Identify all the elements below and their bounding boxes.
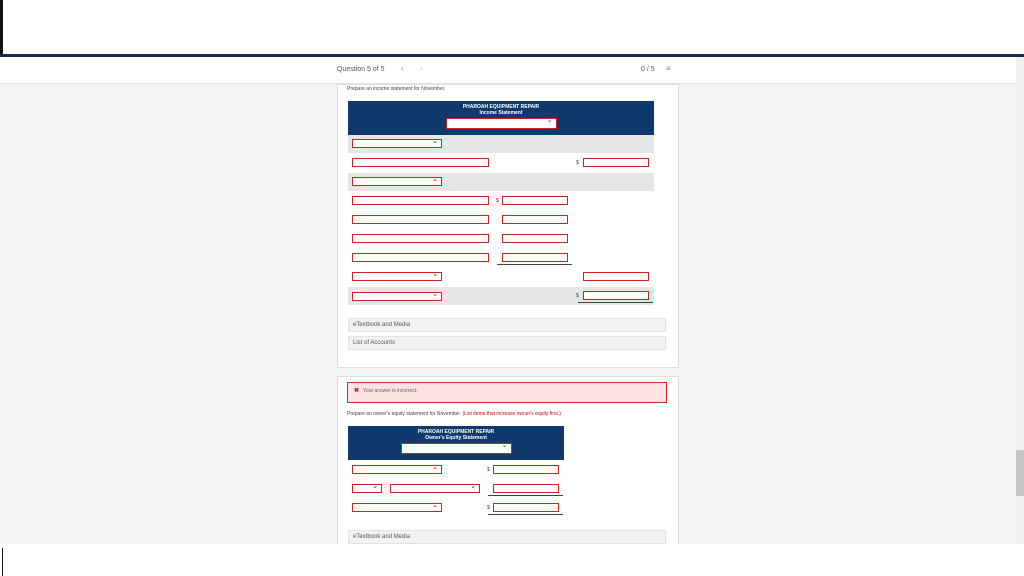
list-of-accounts-link[interactable]: List of Accounts	[348, 336, 666, 350]
total-expenses-input[interactable]	[583, 272, 649, 281]
question-label: Question 5 of 5	[337, 66, 385, 73]
expense-account-input[interactable]	[352, 253, 489, 262]
chevron-left-icon[interactable]: ‹	[401, 64, 404, 73]
scrollbar-thumb[interactable]	[1016, 450, 1024, 496]
subtotal-underline	[488, 495, 563, 496]
double-underline	[488, 514, 563, 515]
equity-item-dropdown[interactable]	[390, 484, 480, 493]
question-header	[0, 57, 1016, 84]
revenue-account-input[interactable]	[352, 158, 489, 167]
revenues-label-dropdown[interactable]	[352, 139, 442, 148]
total-expenses-dropdown[interactable]	[352, 272, 442, 281]
company-name: PHAROAH EQUIPMENT REPAIR	[462, 104, 540, 110]
window-edge	[0, 0, 3, 54]
capital-ending-input[interactable]	[493, 503, 559, 512]
dollar-sign: $	[576, 293, 579, 299]
capital-ending-dropdown[interactable]	[352, 503, 442, 512]
capital-beginning-dropdown[interactable]	[352, 465, 442, 474]
colon: :	[384, 484, 386, 490]
bottom-bar	[0, 544, 1024, 576]
equity-statement-header	[348, 426, 564, 460]
expense-amount-input[interactable]	[502, 196, 568, 205]
error-text: Your answer is incorrect.	[363, 388, 418, 394]
expense-amount-input[interactable]	[502, 234, 568, 243]
window-edge-bottom	[2, 548, 3, 576]
equity-instruction-text: Prepare an owner's equity statement for November.	[347, 411, 462, 417]
error-banner	[347, 382, 667, 403]
equity-instruction-note: (List items that increase owner's equity first.)	[462, 411, 561, 417]
net-income-input[interactable]	[583, 291, 649, 300]
expense-amount-input[interactable]	[502, 253, 568, 262]
etextbook-link[interactable]: eTextbook and Media	[348, 318, 666, 332]
income-statement-header	[348, 101, 654, 135]
capital-beginning-input[interactable]	[493, 465, 559, 474]
net-income-dropdown[interactable]	[352, 292, 442, 301]
expenses-label-dropdown[interactable]	[352, 177, 442, 186]
score-label: 0 / 5	[641, 66, 655, 73]
etextbook-link-2[interactable]: eTextbook and Media	[348, 530, 666, 544]
statement-title: Income Statement	[479, 110, 523, 116]
dollar-sign: $	[487, 505, 490, 511]
company-name: PHAROAH EQUIPMENT REPAIR	[417, 429, 495, 435]
period-dropdown[interactable]	[446, 118, 557, 129]
equity-instruction	[347, 411, 561, 417]
statement-title: Owner's Equity Statement	[425, 435, 487, 441]
expense-amount-input[interactable]	[502, 215, 568, 224]
income-instruction: Prepare an income statement for November.	[347, 86, 446, 92]
top-bar	[0, 0, 1024, 54]
expense-account-input[interactable]	[352, 196, 489, 205]
period-dropdown[interactable]	[401, 443, 512, 454]
equity-item-input[interactable]	[493, 484, 559, 493]
add-less-dropdown[interactable]	[352, 484, 382, 493]
dollar-sign: $	[576, 160, 579, 166]
list-icon[interactable]: ≡	[666, 64, 671, 73]
expense-account-input[interactable]	[352, 215, 489, 224]
error-x-icon: ✖	[354, 388, 360, 394]
subtotal-underline	[497, 264, 572, 265]
revenue-amount-input[interactable]	[583, 158, 649, 167]
expense-account-input[interactable]	[352, 234, 489, 243]
dollar-sign: $	[496, 198, 499, 204]
double-underline	[578, 302, 653, 303]
dollar-sign: $	[487, 467, 490, 473]
chevron-right-icon[interactable]: ›	[420, 64, 423, 73]
